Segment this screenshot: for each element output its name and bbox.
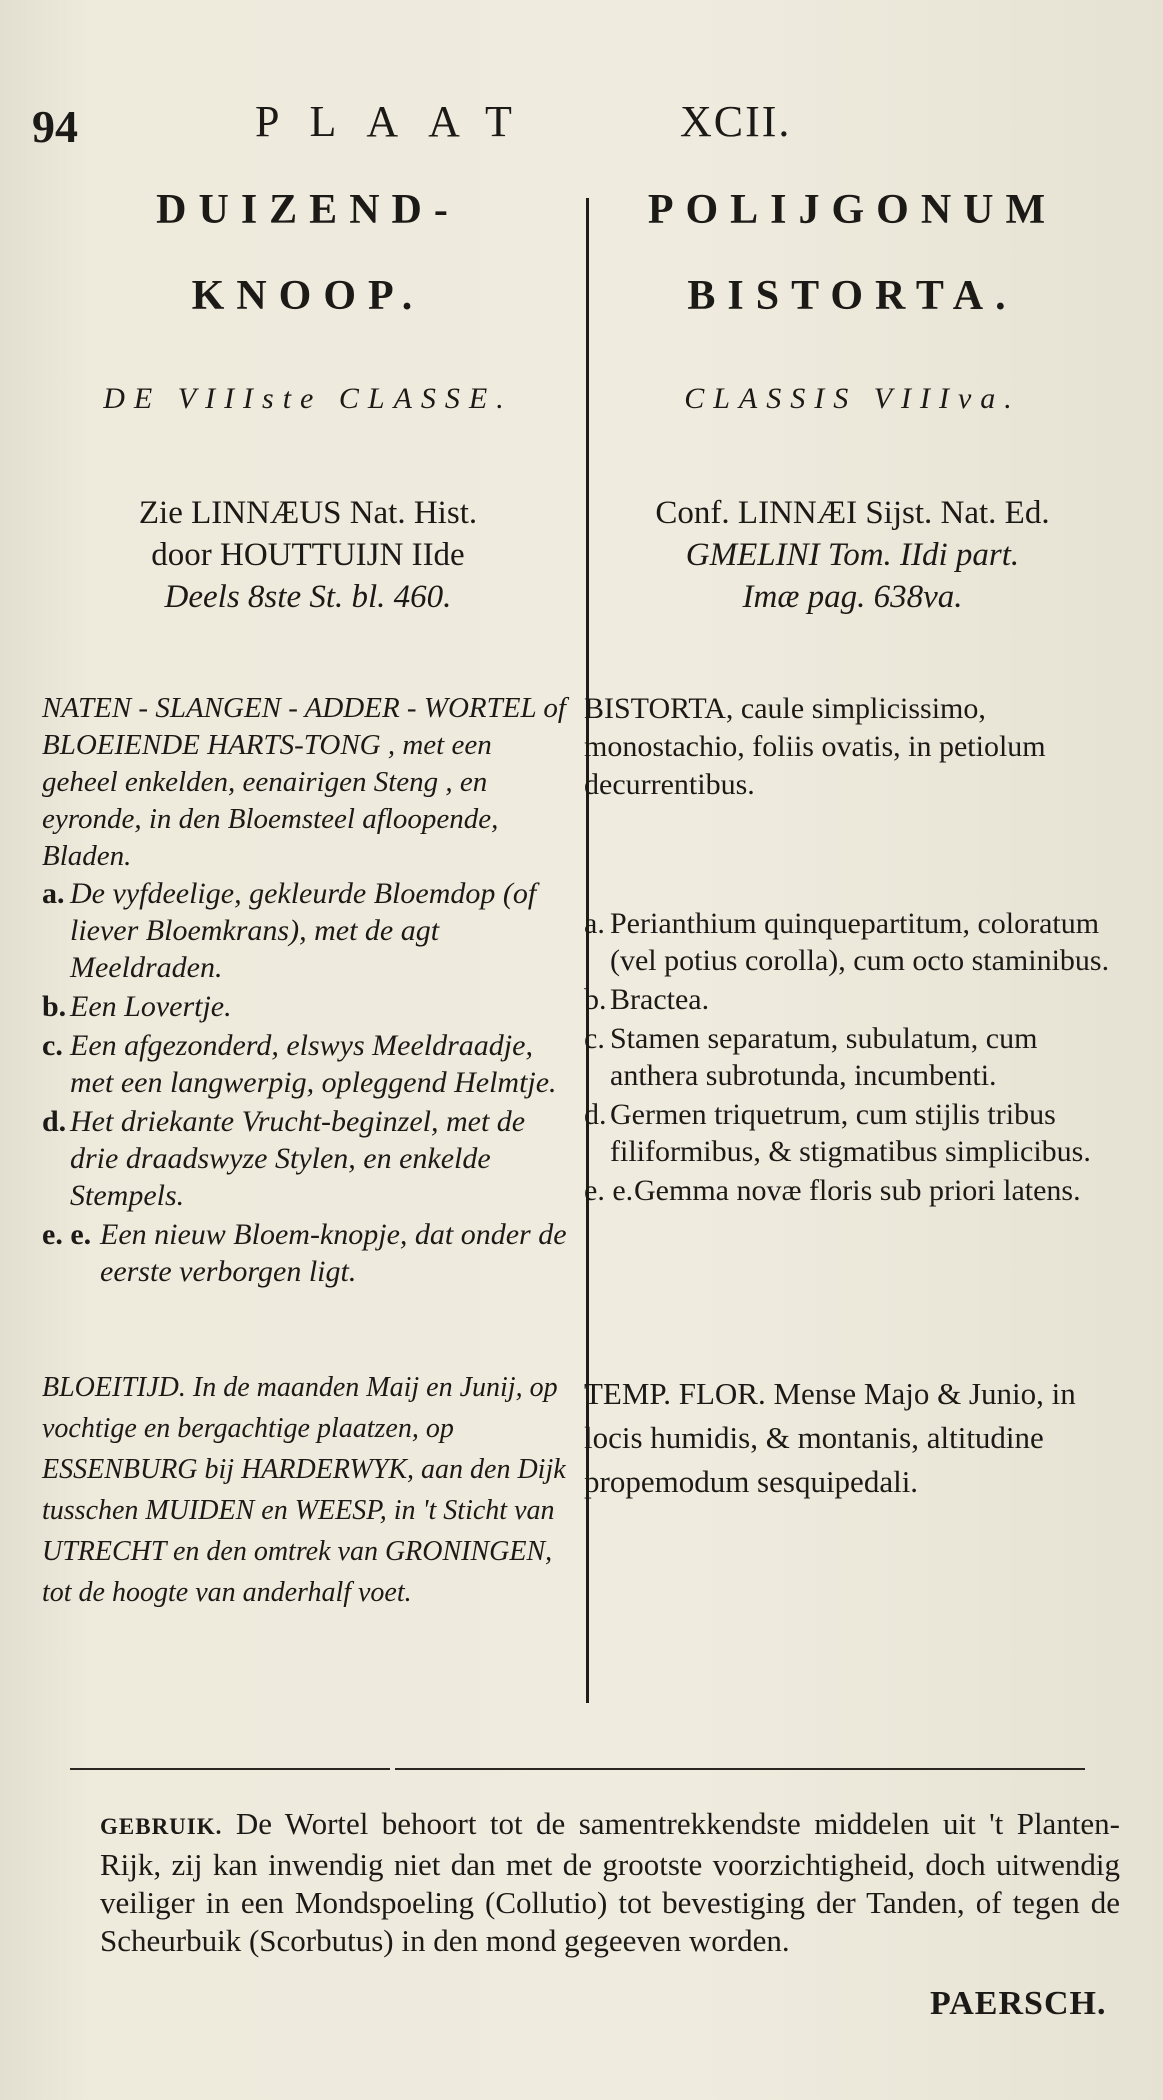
- item-label: b.: [584, 983, 607, 1016]
- left-item-c: [42, 1027, 572, 1101]
- right-ref-line1: Conf. LINNÆI Sijst. Nat. Ed.: [655, 495, 1050, 531]
- right-item-e: [584, 1172, 1124, 1209]
- catchword: PAERSCH.: [930, 1985, 1107, 2022]
- right-description: BISTORTA, caule simplicissimo, monostachio, foliis ovatis, in petiolum decurrentibus.: [584, 692, 1046, 801]
- right-title-line2: BISTORTA.: [687, 273, 1018, 319]
- left-item-e: [42, 1216, 572, 1290]
- left-item-b: [42, 988, 572, 1025]
- item-text: Bractea.: [610, 983, 710, 1016]
- item-text: Germen triquetrum, cum stijlis tribus filiformibus, & stigmatibus simplicibus.: [610, 1098, 1091, 1168]
- page-number: 94: [32, 101, 78, 152]
- left-item-list: [42, 875, 572, 1292]
- item-text: Stamen separatum, subulatum, cum anthera subrotunda, incumbenti.: [610, 1022, 1038, 1092]
- usage-paragraph: [100, 1805, 1120, 1960]
- left-description: NATEN - SLANGEN - ADDER - WORTEL of BLOEIENDE HARTS-TONG , met een geheel enkelden, eenairigen Steng , en eyronde, in den Bloemsteel afloopende, Bladen.: [42, 692, 566, 872]
- usage-label: GEBRUIK.: [100, 1814, 223, 1839]
- usage-text: De Wortel behoort tot de samentrekkendste middelen uit 't Planten-Rijk, zij kan inwendig niet dan met de grootste voorzichtigheid, doch uitwendig veiliger in een Mondspoeling (Collutio) tot bevestiging der Tanden, of tegen de Scheurbuik (Scorbutus) in den mond gegeeven worden.: [100, 1806, 1121, 1958]
- left-reference: [38, 492, 578, 618]
- footer-rule-left: [70, 1768, 390, 1770]
- left-ref-line3: Deels 8ste St. bl. 460.: [164, 579, 452, 615]
- plate-numeral: XCII.: [680, 97, 792, 146]
- plate-title: PLAAT: [255, 97, 542, 146]
- right-class-line: CLASSIS VIIIva.: [684, 382, 1021, 415]
- right-item-c: [584, 1020, 1124, 1094]
- item-label: d.: [584, 1098, 607, 1131]
- item-text: Een nieuw Bloem-knopje, dat onder de eerste verborgen ligt.: [100, 1218, 567, 1288]
- item-text: Een afgezonderd, elswys Meeldraadje, met een langwerpig, opleggend Helmtje.: [70, 1029, 557, 1099]
- left-title-line1: DUIZEND-: [156, 187, 460, 233]
- right-item-b: [584, 981, 1124, 1018]
- item-label: c.: [584, 1022, 605, 1055]
- item-text: De vyfdeelige, gekleurde Bloemdop (of liever Bloemkrans), met de agt Meeldraden.: [70, 877, 537, 984]
- right-ref-line2: GMELINI Tom. IIdi part.: [685, 537, 1020, 573]
- item-label: a.: [584, 907, 605, 940]
- left-item-d: [42, 1103, 572, 1214]
- item-label: c.: [42, 1029, 63, 1062]
- left-ref-line2: door HOUTTUIJN IIde: [151, 537, 465, 573]
- left-class-line: DE VIIIste CLASSE.: [103, 382, 513, 415]
- item-label: e. e.: [584, 1174, 634, 1207]
- right-item-d: [584, 1096, 1124, 1170]
- right-item-a: [584, 905, 1124, 979]
- left-flowering: BLOEITIJD. In de maanden Maij en Junij, op vochtige en bergachtige plaatzen, op ESSENBURG bij HARDERWYK, aan den Dijk tusschen MUIDEN en WEESP, in 't Sticht van UTRECHT en den omtrek van GRONINGEN, tot de hoogte van anderhalf voet.: [42, 1372, 566, 1608]
- item-label: a.: [42, 877, 65, 910]
- item-label: b.: [42, 990, 67, 1023]
- right-flowering: TEMP. FLOR. Mense Majo & Junio, in locis humidis, & montanis, altitudine propemodum sesquipedali.: [584, 1376, 1076, 1499]
- footer-rule-right: [395, 1768, 1085, 1770]
- right-ref-line3: Imæ pag. 638va.: [742, 579, 963, 615]
- left-item-a: [42, 875, 572, 986]
- right-item-list: [584, 905, 1124, 1211]
- item-text: Perianthium quinquepartitum, coloratum (vel potius corolla), cum octo staminibus.: [610, 907, 1110, 977]
- left-title-line2: KNOOP.: [191, 273, 425, 319]
- item-text: Het driekante Vrucht-beginzel, met de drie draadswyze Stylen, en enkelde Stempels.: [70, 1105, 526, 1212]
- left-ref-line1: Zie LINNÆUS Nat. Hist.: [138, 495, 478, 531]
- item-text: Gemma novæ floris sub priori latens.: [634, 1174, 1081, 1207]
- right-title-line1: POLIJGONUM: [647, 187, 1058, 233]
- item-label: d.: [42, 1105, 67, 1138]
- item-text: Een Lovertje.: [70, 990, 232, 1023]
- item-label: e. e.: [42, 1218, 92, 1251]
- right-reference: [580, 492, 1125, 618]
